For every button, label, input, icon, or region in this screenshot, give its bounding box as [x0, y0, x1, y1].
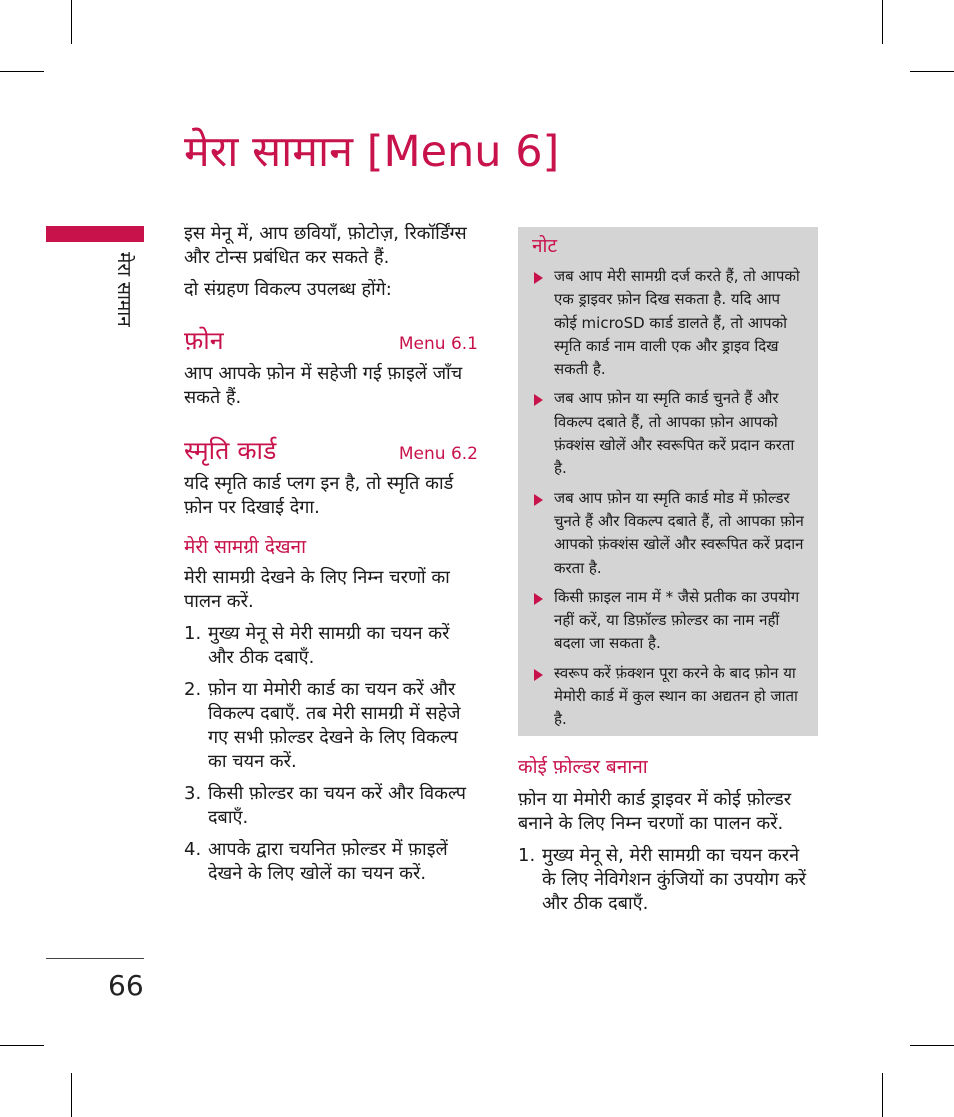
step-number: 2.: [184, 679, 202, 700]
note-item-text: जब आप फ़ोन या स्मृति कार्ड मोड में फ़ोल्डर चुनते हैं और विकल्प दबाते हैं, तो आपका फ़ोन आपको फ़ंक्शंस खोलें और स्वरूपित करें प्रदान करता है.: [554, 488, 804, 577]
step-text: मुख्य मेनू से मेरी सामग्री का चयन करें और ठीक दबाएँ.: [208, 623, 450, 668]
view-content-steps: [184, 622, 478, 886]
phone-section-title: फ़ोन: [184, 326, 224, 355]
view-content-heading: मेरी सामग्री देखना: [184, 536, 306, 558]
phone-menu-ref: Menu 6.1: [398, 334, 478, 354]
step-text: मुख्य मेनू से, मेरी सामग्री का चयन करने के लिए नेविगेशन कुंजियों का उपयोग करें और ठीक दबाएँ.: [542, 845, 806, 914]
list-item: [184, 678, 478, 774]
bullet-triangle-icon: [534, 494, 543, 506]
note-item-text: जब आप फ़ोन या स्मृति कार्ड चुनते हैं और विकल्प दबाते हैं, तो आपका फ़ोन आपको फ़ंक्शंस खोलें और स्वरूपित करें प्रदान करता है.: [554, 389, 795, 478]
crop-mark: [910, 1045, 954, 1046]
bullet-triangle-icon: [534, 394, 543, 406]
bullet-triangle-icon: [534, 669, 543, 681]
list-item: [184, 782, 478, 830]
note-list: [532, 265, 806, 732]
bullet-triangle-icon: [534, 593, 543, 605]
step-text: फ़ोन या मेमोरी कार्ड का चयन करें और विकल्प दबाएँ. तब मेरी सामग्री में सहेजे गए सभी फ़ोल्डर देखने के लिए विकल्प का चयन करें.: [208, 679, 461, 772]
memory-card-section-header: [184, 434, 478, 468]
create-folder-steps: [518, 844, 808, 916]
memory-card-section-title: स्मृति कार्ड: [184, 436, 277, 465]
bullet-triangle-icon: [534, 272, 543, 284]
side-tab-bar: [46, 226, 144, 242]
page-number: 66: [108, 969, 144, 1002]
note-title: नोट: [532, 235, 558, 257]
list-item: [532, 586, 806, 656]
step-number: 1.: [518, 845, 536, 866]
crop-mark: [71, 1073, 72, 1117]
crop-mark: [910, 71, 954, 72]
crop-mark: [882, 1073, 883, 1117]
list-item: [532, 662, 806, 732]
side-tab-label: मेरा सामान: [113, 252, 135, 327]
phone-section-text: आप आपके फ़ोन में सहेजी गई फ़ाइलें जाँच सकते हैं.: [184, 363, 463, 408]
crop-mark: [0, 71, 44, 72]
right-column: [518, 754, 808, 916]
note-item-text: स्वरूप करें फ़ंक्शन पूरा करने के बाद फ़ोन या मेमोरी कार्ड में कुल स्थान का अद्यतन हो जाता है.: [554, 663, 798, 729]
note-item-text: किसी फ़ाइल नाम में * जैसे प्रतीक का उपयोग नहीं करें, या डिफ़ॉल्ड फ़ोल्डर का नाम नहीं बदला जा सकता है.: [554, 587, 800, 653]
page-title: मेरा सामान [Menu 6]: [184, 127, 560, 177]
list-item: [184, 622, 478, 670]
crop-mark: [71, 0, 72, 44]
step-text: आपके द्वारा चयनित फ़ोल्डर में फ़ाइलें देखने के लिए खोलें का चयन करें.: [208, 839, 448, 884]
step-text: किसी फ़ोल्डर का चयन करें और विकल्प दबाएँ.: [208, 783, 466, 828]
crop-mark: [882, 0, 883, 44]
create-folder-intro: फ़ोन या मेमोरी कार्ड ड्राइवर में कोई फ़ोल्डर बनाने के लिए निम्न चरणों का पालन करें.: [518, 789, 792, 834]
step-number: 1.: [184, 623, 202, 644]
view-content-intro: मेरी सामग्री देखने के लिए निम्न चरणों का पालन करें.: [184, 567, 450, 612]
crop-mark: [0, 1045, 44, 1046]
list-item: [184, 838, 478, 886]
intro-options-paragraph: दो संग्रहण विकल्प उपलब्ध होंगे:: [184, 279, 392, 300]
memory-card-section-text: यदि स्मृति कार्ड प्लग इन है, तो स्मृति कार्ड फ़ोन पर दिखाई देगा.: [184, 473, 454, 518]
phone-section-header: [184, 324, 478, 358]
create-folder-heading: कोई फ़ोल्डर बनाना: [518, 756, 648, 778]
list-item: [532, 487, 806, 580]
note-item-text: जब आप मेरी सामग्री दर्ज करते हैं, तो आपको एक ड्राइवर फ़ोन दिख सकता है. यदि आप कोई microSD कार्ड डालते हैं, तो आपको स्मृति कार्ड नाम वाली एक और ड्राइव दिख सकती है.: [554, 267, 800, 379]
intro-paragraph: इस मेनू में, आप छवियाँ, फ़ोटोज़, रिकॉर्डिंग्स और टोन्स प्रबंधित कर सकते हैं.: [184, 223, 467, 268]
page-number-rule: [46, 958, 144, 959]
list-item: [532, 387, 806, 480]
list-item: [518, 844, 808, 916]
step-number: 4.: [184, 839, 202, 860]
memory-card-menu-ref: Menu 6.2: [398, 444, 478, 464]
note-box: [518, 227, 818, 736]
list-item: [532, 265, 806, 381]
step-number: 3.: [184, 783, 202, 804]
left-column: [184, 222, 478, 886]
